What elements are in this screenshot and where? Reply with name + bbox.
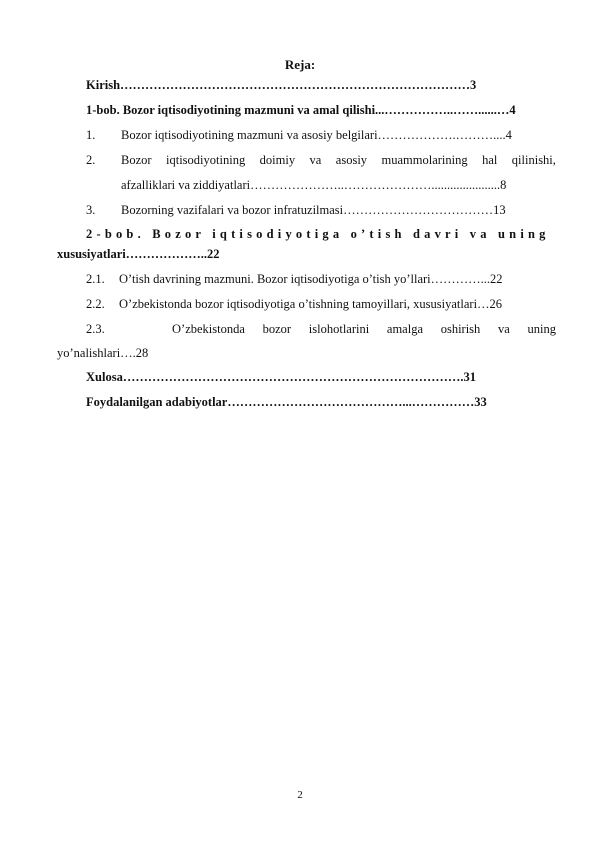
toc-entry-2-3-line-1 bbox=[172, 321, 556, 337]
toc-entry-2-1-number: 2.1. bbox=[86, 272, 105, 286]
toc-entry-2-word: Bozor bbox=[121, 153, 152, 167]
toc-entry-2-word: hal bbox=[482, 153, 498, 167]
toc-entry-2-3-word: islohotlarini bbox=[308, 322, 370, 336]
toc-entry-2-word: doimiy bbox=[259, 153, 296, 167]
toc-entry-chapter-1: 1-bob. Bozor iqtisodiyotining mazmuni va amal qilishi...……………..……......…4 bbox=[86, 103, 516, 117]
toc-entry-2-line-1 bbox=[121, 152, 556, 168]
toc-entry-chapter-2-line-1: 2-bob. Bozor iqtisodiyotiga o’tish davri va uning bbox=[86, 227, 550, 241]
toc-entry-2-word: qilinishi, bbox=[511, 153, 556, 167]
page-number: 2 bbox=[297, 789, 303, 801]
toc-entry-conclusion: Xulosa……………………………………………………………………….31 bbox=[86, 370, 476, 384]
toc-entry-1-text: Bozor iqtisodiyotining mazmuni va asosiy belgilari……………….………....4 bbox=[121, 128, 512, 142]
toc-entry-2-2-number: 2.2. bbox=[86, 297, 105, 311]
page-title: Reja: bbox=[284, 57, 316, 72]
toc-entry-2-word: va bbox=[309, 153, 322, 167]
toc-entry-chapter-2-line-2: xususiyatlari………………..22 bbox=[57, 247, 220, 261]
toc-entry-2-3-word: O’zbekistonda bbox=[172, 322, 245, 336]
toc-entry-2-3-word: va bbox=[498, 322, 510, 336]
toc-entry-1-number: 1. bbox=[86, 128, 96, 142]
toc-entry-2-line-2: afzalliklari va ziddiyatlari…………………..…………………......................8 bbox=[121, 178, 507, 192]
toc-entry-3-text: Bozorning vazifalari va bozor infratuzilmasi………………………………13 bbox=[121, 203, 506, 217]
toc-entry-2-number: 2. bbox=[86, 153, 96, 167]
toc-entry-intro: Kirish…………………………………………………………………………3 bbox=[86, 78, 477, 92]
toc-entry-3-number: 3. bbox=[86, 203, 96, 217]
toc-entry-2-2-text: O’zbekistonda bozor iqtisodiyotiga o’tishning tamoyillari, xususiyatlari…26 bbox=[119, 297, 503, 311]
toc-entry-2-word: muammolarining bbox=[381, 153, 468, 167]
toc-entry-2-3-word: bozor bbox=[262, 322, 292, 336]
toc-entry-2-word: asosiy bbox=[335, 153, 368, 167]
toc-entry-references: Foydalanilgan adabiyotlar……………………………………...……………33 bbox=[86, 395, 487, 409]
toc-entry-2-3-number: 2.3. bbox=[86, 322, 105, 336]
toc-entry-2-3-word: amalga bbox=[386, 322, 423, 336]
toc-entry-2-word: iqtisodiyotining bbox=[166, 153, 246, 167]
toc-entry-2-3-word: uning bbox=[527, 322, 556, 336]
toc-entry-2-3-line-2: yo’nalishlari….28 bbox=[57, 346, 149, 360]
toc-entry-2-3-word: oshirish bbox=[440, 322, 481, 336]
toc-entry-2-1-text: O’tish davrining mazmuni. Bozor iqtisodiyotiga o’tish yo’llari…………...22 bbox=[119, 272, 503, 286]
